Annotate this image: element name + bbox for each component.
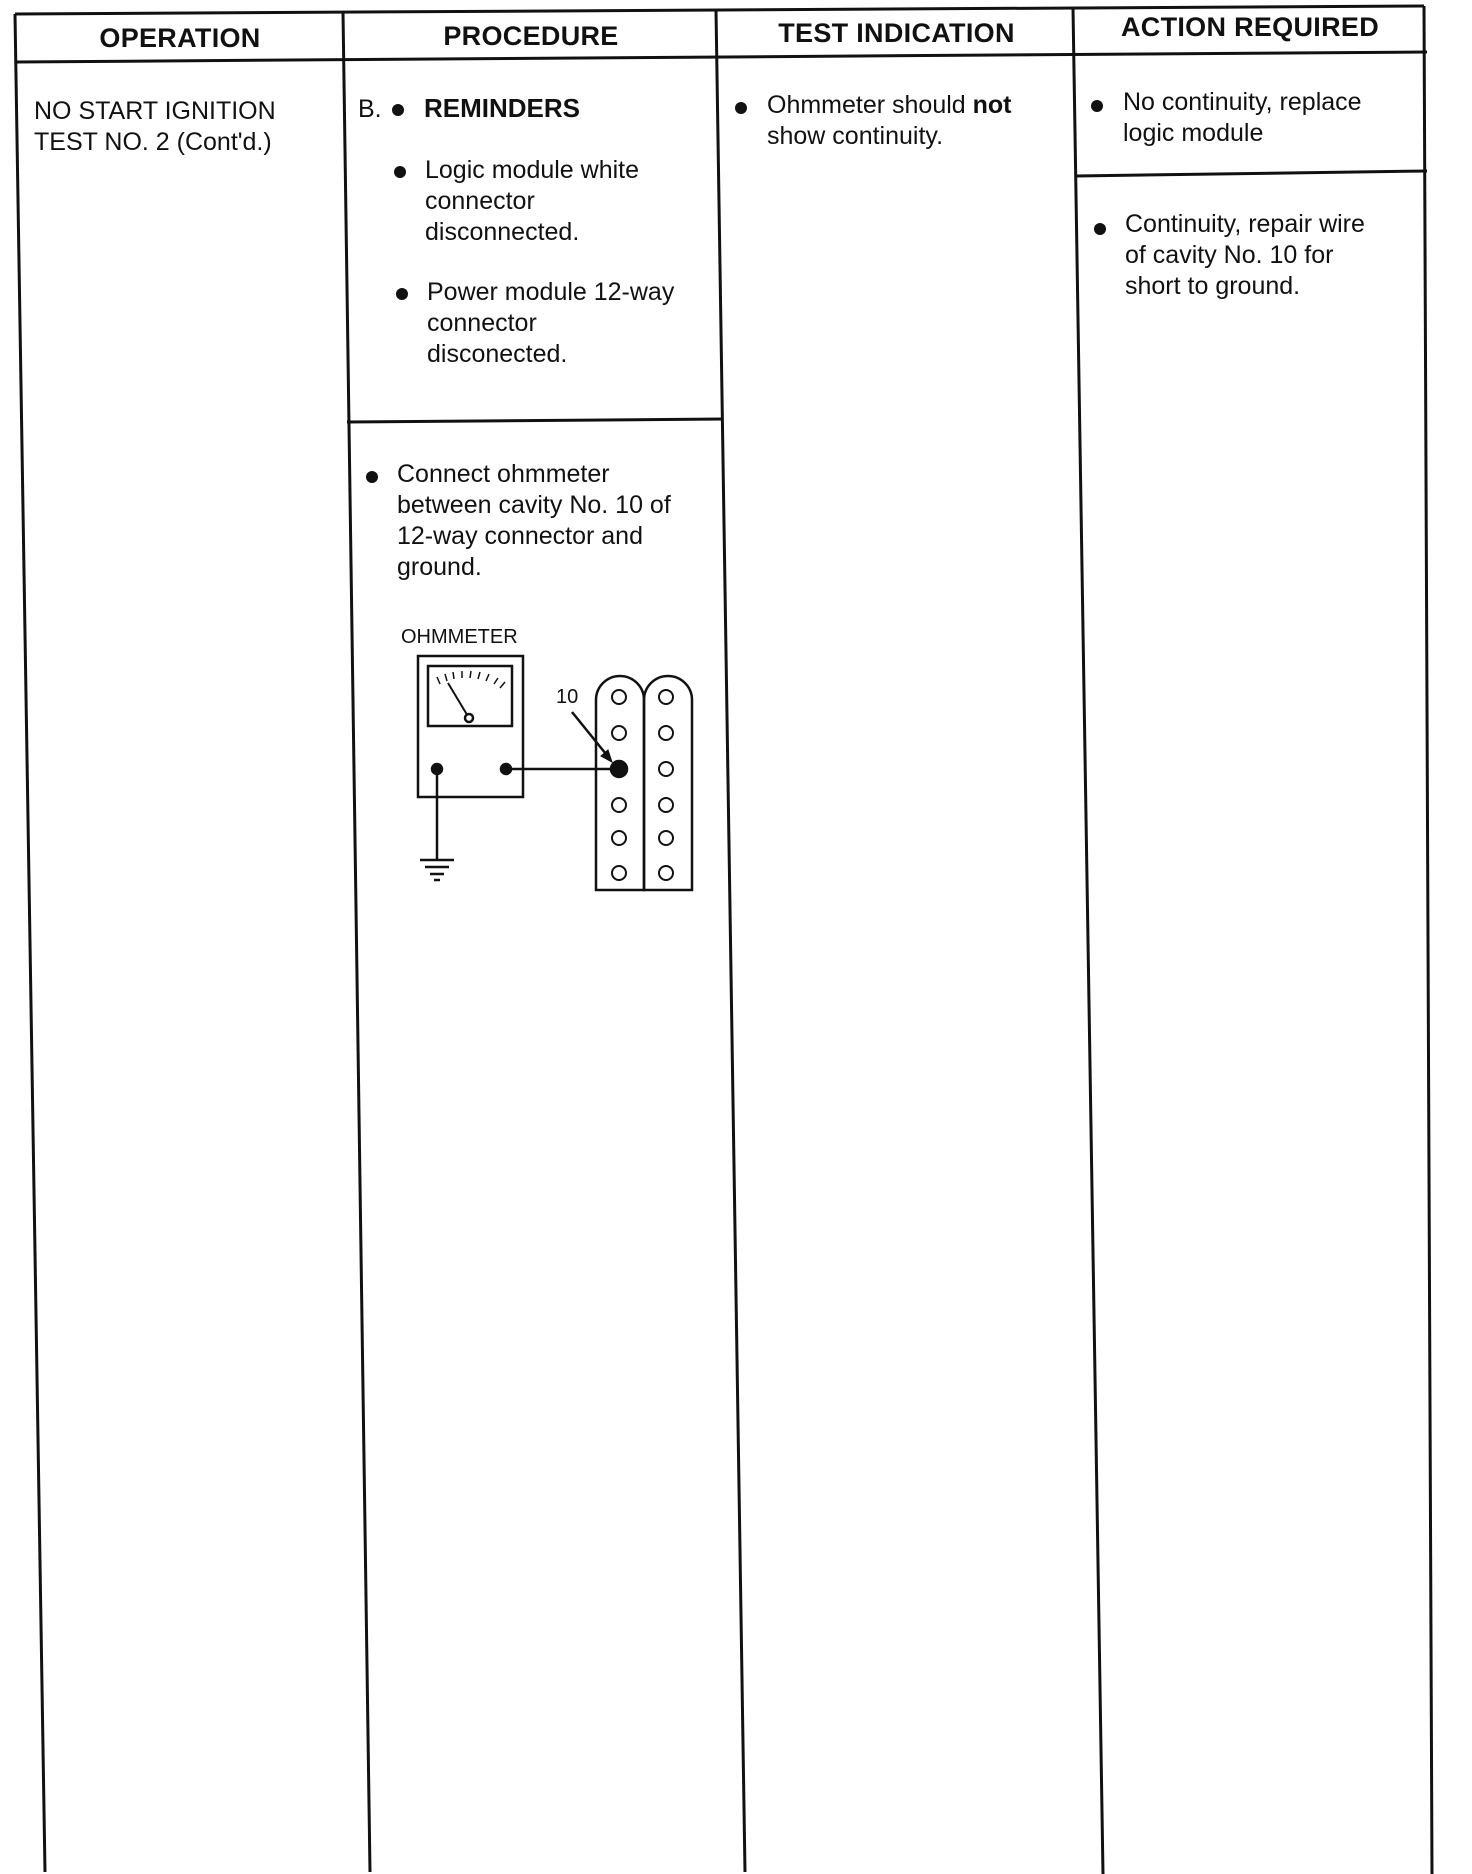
reminder-item-2: Power module 12-way connector disconected. — [427, 278, 675, 368]
ohmmeter-label: OHMMETER — [401, 626, 518, 648]
action-no-continuity: No continuity, replace logic module — [1123, 88, 1362, 147]
header-test-indication: TEST INDICATION — [778, 18, 1015, 48]
connector-12-way — [596, 676, 692, 890]
dial-scale — [437, 671, 505, 688]
connector-cavities — [612, 690, 673, 880]
bullet-icon — [1091, 100, 1103, 112]
reminder-item-1: Logic module white connector disconnected. — [425, 156, 640, 246]
header-operation: OPERATION — [99, 23, 261, 53]
bullet-icon — [1094, 223, 1106, 235]
cavity-10 — [611, 761, 627, 777]
header-procedure: PROCEDURE — [443, 21, 619, 51]
header-action-required: ACTION REQUIRED — [1120, 12, 1379, 42]
action-continuity: Continuity, repair wire of cavity No. 10 for short to ground. — [1125, 210, 1365, 300]
bullet-icon — [735, 102, 747, 114]
procedure-step-prefix: B. — [358, 95, 382, 123]
ground-icon — [420, 860, 454, 880]
needle-pivot — [465, 714, 473, 722]
pointer-arrow-icon — [572, 712, 610, 759]
reminders-title: REMINDERS — [424, 93, 581, 123]
cavity-10-label: 10 — [556, 686, 579, 708]
ohmmeter-needle — [448, 683, 469, 718]
operation-line-2: TEST NO. 2 (Cont'd.) — [34, 128, 272, 156]
operation-line-1: NO START IGNITION — [34, 97, 276, 125]
connect-step: Connect ohmmeter between cavity No. 10 of 12-way connector and ground. — [397, 460, 671, 581]
test-indication-text: Ohmmeter should not show continuity. — [767, 91, 1012, 150]
